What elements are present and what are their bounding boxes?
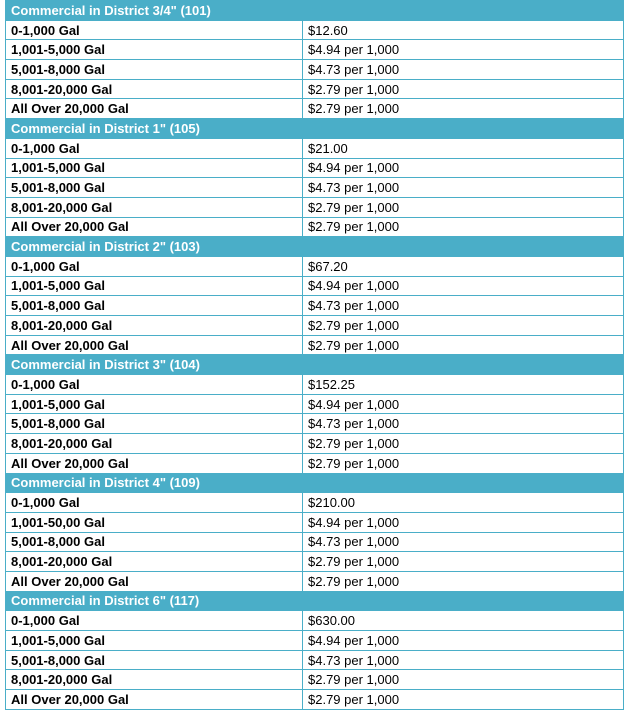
rate-price-cell: $4.94 per 1,000 <box>303 631 624 651</box>
usage-tier-cell: 0-1,000 Gal <box>6 256 303 276</box>
rate-price-cell: $4.73 per 1,000 <box>303 60 624 80</box>
rate-price-cell: $2.79 per 1,000 <box>303 79 624 99</box>
rate-price-cell: $2.79 per 1,000 <box>303 217 624 237</box>
section-title: Commercial in District 2" (103) <box>6 237 624 257</box>
table-row <box>6 532 624 552</box>
table-row <box>6 79 624 99</box>
usage-tier-cell: 5,001-8,000 Gal <box>6 650 303 670</box>
rate-table-body <box>6 1 624 710</box>
usage-tier-cell: 5,001-8,000 Gal <box>6 414 303 434</box>
section-title: Commercial in District 3" (104) <box>6 355 624 375</box>
rate-price-cell: $4.94 per 1,000 <box>303 40 624 60</box>
rate-price-cell: $4.73 per 1,000 <box>303 414 624 434</box>
rate-price-cell: $2.79 per 1,000 <box>303 670 624 690</box>
usage-tier-cell: 8,001-20,000 Gal <box>6 197 303 217</box>
table-row <box>6 276 624 296</box>
rate-price-cell: $2.79 per 1,000 <box>303 552 624 572</box>
section-header-row <box>6 473 624 493</box>
usage-tier-cell: 8,001-20,000 Gal <box>6 670 303 690</box>
usage-tier-cell: All Over 20,000 Gal <box>6 453 303 473</box>
table-row <box>6 512 624 532</box>
usage-tier-cell: All Over 20,000 Gal <box>6 571 303 591</box>
section-title: Commercial in District 1" (105) <box>6 119 624 139</box>
table-row <box>6 670 624 690</box>
section-title: Commercial in District 4" (109) <box>6 473 624 493</box>
usage-tier-cell: All Over 20,000 Gal <box>6 217 303 237</box>
rate-price-cell: $2.79 per 1,000 <box>303 316 624 336</box>
rate-price-cell: $152.25 <box>303 375 624 395</box>
usage-tier-cell: 1,001-5,000 Gal <box>6 631 303 651</box>
table-row <box>6 414 624 434</box>
usage-tier-cell: 0-1,000 Gal <box>6 138 303 158</box>
table-row <box>6 138 624 158</box>
section-header-row <box>6 591 624 611</box>
usage-tier-cell: 8,001-20,000 Gal <box>6 434 303 454</box>
rate-price-cell: $4.73 per 1,000 <box>303 178 624 198</box>
table-row <box>6 394 624 414</box>
rate-price-cell: $4.73 per 1,000 <box>303 296 624 316</box>
table-row <box>6 631 624 651</box>
usage-tier-cell: All Over 20,000 Gal <box>6 690 303 710</box>
usage-tier-cell: 8,001-20,000 Gal <box>6 79 303 99</box>
usage-tier-cell: 1,001-50,00 Gal <box>6 512 303 532</box>
rate-price-cell: $630.00 <box>303 611 624 631</box>
rate-price-cell: $12.60 <box>303 20 624 40</box>
rate-price-cell: $2.79 per 1,000 <box>303 197 624 217</box>
usage-tier-cell: 1,001-5,000 Gal <box>6 158 303 178</box>
table-row <box>6 335 624 355</box>
water-rate-table <box>5 0 624 710</box>
usage-tier-cell: 1,001-5,000 Gal <box>6 394 303 414</box>
table-row <box>6 20 624 40</box>
usage-tier-cell: All Over 20,000 Gal <box>6 99 303 119</box>
rate-price-cell: $4.94 per 1,000 <box>303 276 624 296</box>
table-row <box>6 40 624 60</box>
table-row <box>6 434 624 454</box>
usage-tier-cell: 1,001-5,000 Gal <box>6 40 303 60</box>
rate-price-cell: $4.73 per 1,000 <box>303 650 624 670</box>
section-title: Commercial in District 6" (117) <box>6 591 624 611</box>
rate-price-cell: $2.79 per 1,000 <box>303 453 624 473</box>
table-row <box>6 493 624 513</box>
usage-tier-cell: 8,001-20,000 Gal <box>6 316 303 336</box>
table-row <box>6 296 624 316</box>
rate-price-cell: $4.94 per 1,000 <box>303 158 624 178</box>
rate-price-cell: $21.00 <box>303 138 624 158</box>
table-row <box>6 158 624 178</box>
table-row <box>6 650 624 670</box>
usage-tier-cell: 0-1,000 Gal <box>6 493 303 513</box>
table-row <box>6 60 624 80</box>
rate-price-cell: $2.79 per 1,000 <box>303 99 624 119</box>
section-header-row <box>6 119 624 139</box>
usage-tier-cell: All Over 20,000 Gal <box>6 335 303 355</box>
table-row <box>6 453 624 473</box>
usage-tier-cell: 0-1,000 Gal <box>6 375 303 395</box>
section-header-row <box>6 1 624 21</box>
rate-price-cell: $67.20 <box>303 256 624 276</box>
rate-price-cell: $4.73 per 1,000 <box>303 532 624 552</box>
table-row <box>6 552 624 572</box>
rate-price-cell: $2.79 per 1,000 <box>303 434 624 454</box>
rate-price-cell: $210.00 <box>303 493 624 513</box>
rate-price-cell: $4.94 per 1,000 <box>303 394 624 414</box>
section-header-row <box>6 355 624 375</box>
table-row <box>6 256 624 276</box>
usage-tier-cell: 5,001-8,000 Gal <box>6 532 303 552</box>
table-row <box>6 178 624 198</box>
table-row <box>6 197 624 217</box>
rate-price-cell: $2.79 per 1,000 <box>303 335 624 355</box>
usage-tier-cell: 0-1,000 Gal <box>6 611 303 631</box>
usage-tier-cell: 5,001-8,000 Gal <box>6 296 303 316</box>
rate-price-cell: $4.94 per 1,000 <box>303 512 624 532</box>
table-row <box>6 217 624 237</box>
usage-tier-cell: 0-1,000 Gal <box>6 20 303 40</box>
usage-tier-cell: 8,001-20,000 Gal <box>6 552 303 572</box>
table-row <box>6 99 624 119</box>
table-row <box>6 375 624 395</box>
usage-tier-cell: 5,001-8,000 Gal <box>6 60 303 80</box>
usage-tier-cell: 1,001-5,000 Gal <box>6 276 303 296</box>
usage-tier-cell: 5,001-8,000 Gal <box>6 178 303 198</box>
table-row <box>6 571 624 591</box>
table-row <box>6 611 624 631</box>
rate-price-cell: $2.79 per 1,000 <box>303 571 624 591</box>
table-row <box>6 316 624 336</box>
section-title: Commercial in District 3/4" (101) <box>6 1 624 21</box>
rate-price-cell: $2.79 per 1,000 <box>303 690 624 710</box>
table-row <box>6 690 624 710</box>
section-header-row <box>6 237 624 257</box>
